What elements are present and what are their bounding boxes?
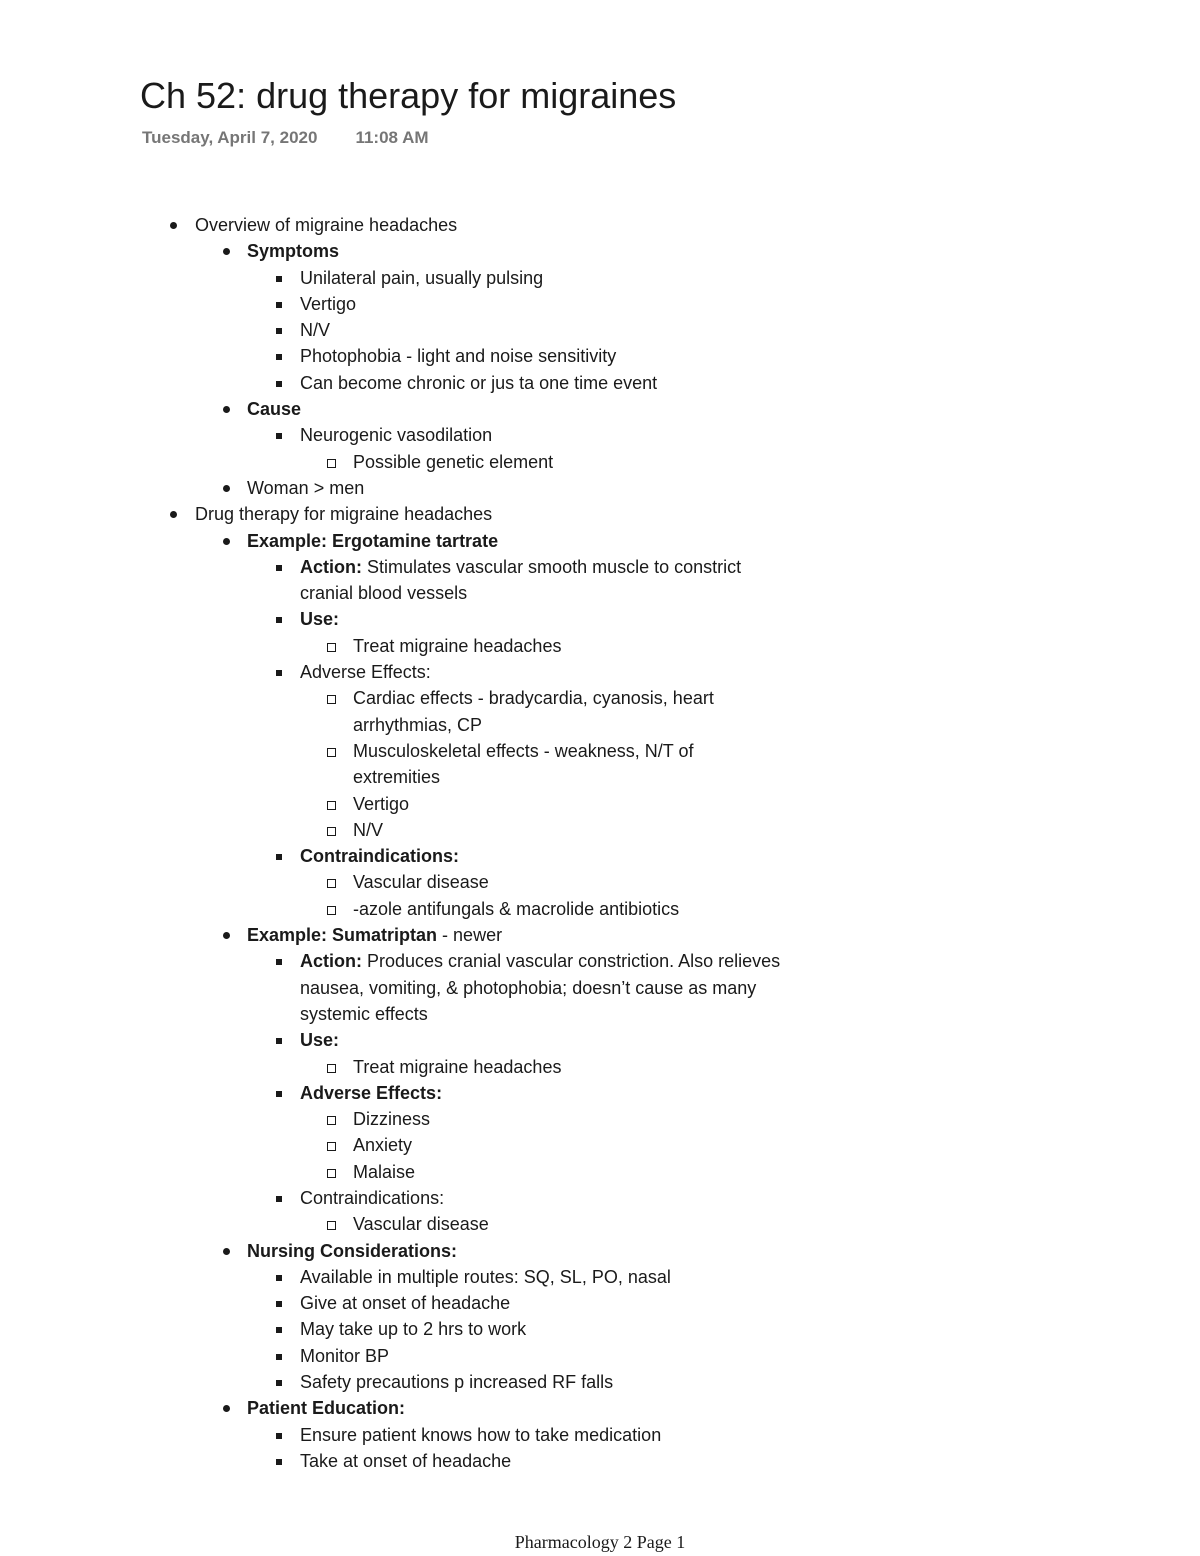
outline-item: [0, 948, 1200, 974]
bullet-square-icon: [274, 370, 286, 396]
outline-item: [0, 1054, 1200, 1080]
outline-item-text: [353, 1159, 415, 1185]
bullet-square-icon: [274, 1422, 286, 1448]
outline-item: [0, 265, 1200, 291]
bullet-box-icon: [326, 869, 338, 895]
outline-item-bold-text: Adverse Effects:: [300, 1082, 443, 1103]
outline-item-text: [353, 869, 489, 895]
outline-item-plain-text: Ensure patient knows how to take medication: [300, 1424, 662, 1445]
outline-item: [0, 291, 1200, 317]
bullet-box-icon: [326, 1159, 338, 1185]
outline-item-bold-text: Use:: [300, 609, 340, 630]
outline-item: [0, 554, 1200, 580]
outline-item-plain-text: extremities: [353, 767, 441, 788]
outline-item-bold-text: Action:: [300, 556, 362, 577]
outline-item: [0, 606, 1200, 632]
outline-item-bold-text: Action:: [300, 951, 362, 972]
outline-item-text: [300, 1316, 526, 1342]
outline-item: [0, 869, 1200, 895]
outline-item-text: [300, 1448, 511, 1474]
outline-item: [0, 1106, 1200, 1132]
outline-item: [0, 1027, 1200, 1053]
outline-item: [0, 1185, 1200, 1211]
bullet-dot-icon: [221, 475, 233, 501]
outline-item-text: [300, 975, 756, 1001]
outline-item-plain-text: systemic effects: [300, 1003, 428, 1024]
outline-item-plain-text: Possible genetic element: [353, 451, 554, 472]
outline-item-text: [353, 1211, 489, 1237]
bullet-square-icon: [274, 317, 286, 343]
page-title: Ch 52: drug therapy for migraines: [140, 75, 677, 116]
outline-item-plain-text: Produces cranial vascular constriction. Also relieves: [362, 951, 781, 972]
bullet-square-icon: [274, 343, 286, 369]
outline-item: [0, 422, 1200, 448]
outline-item-text: [300, 1185, 444, 1211]
outline-item-text: [300, 948, 780, 974]
outline-item: [0, 343, 1200, 369]
bullet-square-icon: [274, 291, 286, 317]
page-footer: Pharmacology 2 Page 1: [514, 1532, 686, 1552]
outline-item-plain-text: Stimulates vascular smooth muscle to constrict: [362, 556, 742, 577]
outline-item: [0, 1132, 1200, 1158]
outline-item: [0, 396, 1200, 422]
outline-item: [0, 659, 1200, 685]
note-timestamp: [142, 126, 429, 150]
outline-item-text: [247, 475, 364, 501]
outline-item-text: [300, 422, 492, 448]
bullet-dot-icon: [221, 396, 233, 422]
outline-item-text: [353, 633, 561, 659]
outline-item: [0, 528, 1200, 554]
outline-item-plain-text: Drug therapy for migraine headaches: [195, 504, 493, 525]
outline-item-text: [300, 1080, 442, 1106]
outline-item: [0, 1211, 1200, 1237]
note-date: Tuesday, April 7, 2020: [142, 128, 318, 147]
outline-item-text: [353, 1054, 561, 1080]
outline-item-text: [353, 1132, 412, 1158]
outline-item-text: [247, 1395, 405, 1421]
outline-item-text: [300, 1422, 661, 1448]
outline-item-text: [300, 659, 431, 685]
outline-item-text: [353, 817, 383, 843]
outline-item-plain-text: Overview of migraine headaches: [195, 215, 458, 235]
outline-item: [0, 1238, 1200, 1264]
outline-item: [0, 843, 1200, 869]
outline-item-plain-text: Safety precautions p increased RF falls: [300, 1372, 614, 1393]
bullet-square-icon: [274, 659, 286, 685]
bullet-square-icon: [274, 606, 286, 632]
outline-item-text: [195, 212, 457, 238]
outline-item-text: [300, 1343, 389, 1369]
bullet-square-icon: [274, 843, 286, 869]
outline-item-text: [300, 554, 741, 580]
outline-item-text: [353, 791, 409, 817]
outline-item-plain-text: Treat migraine headaches: [353, 1056, 562, 1077]
outline-item: [0, 1448, 1200, 1474]
bullet-box-icon: [326, 817, 338, 843]
outline-item: [0, 1264, 1200, 1290]
outline-item: [0, 738, 1200, 764]
outline-item-text: [353, 712, 482, 738]
outline-item-text: [247, 922, 502, 948]
outline-item-plain-text: Photophobia - light and noise sensitivity: [300, 346, 617, 367]
outline-item: [0, 685, 1200, 711]
bullet-square-icon: [274, 1080, 286, 1106]
bullet-dot-icon: [221, 1238, 233, 1264]
outline-item-plain-text: Vertigo: [353, 793, 410, 814]
bullet-box-icon: [326, 1054, 338, 1080]
outline-item-text: [353, 764, 440, 790]
bullet-box-icon: [326, 685, 338, 711]
outline-item-text: [247, 1238, 457, 1264]
bullet-square-icon: [274, 554, 286, 580]
outline-item: [0, 764, 1200, 790]
bullet-dot-icon: [221, 1395, 233, 1421]
outline-item: [0, 712, 1200, 738]
bullet-dot-icon: [221, 922, 233, 948]
outline-item-text: [300, 317, 330, 343]
outline-item-text: [300, 1027, 339, 1053]
bullet-square-icon: [274, 1185, 286, 1211]
outline-item-plain-text: Dizziness: [353, 1109, 431, 1130]
outline-item-text: [300, 1264, 671, 1290]
outline-item: [0, 475, 1200, 501]
outline-item-plain-text: Take at onset of headache: [300, 1450, 512, 1471]
outline-item-plain-text: N/V: [353, 819, 384, 840]
outline-item-plain-text: Vascular disease: [353, 872, 489, 893]
bullet-box-icon: [326, 633, 338, 659]
outline-item-bold-text: Patient Education:: [247, 1398, 406, 1419]
bullet-box-icon: [326, 1211, 338, 1237]
outline-item-plain-text: Neurogenic vasodilation: [300, 425, 493, 446]
bullet-square-icon: [274, 1027, 286, 1053]
outline-item-plain-text: Malaise: [353, 1161, 416, 1182]
bullet-dot-icon: [168, 212, 180, 238]
outline-item-plain-text: nausea, vomiting, & photophobia; doesn’t cause as many: [300, 977, 757, 998]
outline-item-bold-text: Cause: [247, 399, 302, 420]
outline-item-text: [195, 501, 492, 527]
outline-item-text: [300, 291, 356, 317]
outline-item: [0, 1316, 1200, 1342]
outline-item-text: [300, 1001, 428, 1027]
outline-item-text: [353, 1106, 430, 1132]
outline-item: [0, 1395, 1200, 1421]
outline-item-text: [300, 580, 467, 606]
bullet-square-icon: [274, 1316, 286, 1342]
outline-item-text: [300, 606, 339, 632]
outline-item-text: [353, 896, 679, 922]
bullet-square-icon: [274, 422, 286, 448]
bullet-dot-icon: [168, 501, 180, 527]
outline-item-plain-text: Unilateral pain, usually pulsing: [300, 267, 544, 288]
bullet-square-icon: [274, 1290, 286, 1316]
outline-item-bold-text: Use:: [300, 1030, 340, 1051]
outline-item-bold-text: Example: Sumatriptan: [247, 925, 438, 946]
outline-item: [0, 1080, 1200, 1106]
outline-item-plain-text: Vertigo: [300, 293, 357, 314]
outline-item-plain-text: Anxiety: [353, 1135, 413, 1156]
outline-item: [0, 501, 1200, 527]
outline-item: [0, 212, 1200, 238]
outline-item: [0, 449, 1200, 475]
outline-item-plain-text: Cardiac effects - bradycardia, cyanosis, heart: [353, 688, 714, 709]
outline-item: [0, 317, 1200, 343]
outline-item-plain-text: Available in multiple routes: SQ, SL, PO, nasal: [300, 1266, 671, 1287]
outline-item-plain-text: -azole antifungals & macrolide antibiotics: [353, 898, 680, 919]
bullet-box-icon: [326, 449, 338, 475]
bullet-dot-icon: [221, 238, 233, 264]
outline-item: [0, 633, 1200, 659]
outline-item: [0, 975, 1200, 1001]
outline-item: [0, 238, 1200, 264]
bullet-square-icon: [274, 948, 286, 974]
bullet-box-icon: [326, 738, 338, 764]
bullet-square-icon: [274, 1448, 286, 1474]
outline-item: [0, 1159, 1200, 1185]
outline-item: [0, 1290, 1200, 1316]
outline-item-plain-text: Monitor BP: [300, 1345, 390, 1366]
outline-item-bold-text: Nursing Considerations:: [247, 1240, 458, 1261]
outline-item: [0, 1343, 1200, 1369]
bullet-square-icon: [274, 265, 286, 291]
outline-item-text: [353, 685, 714, 711]
outline-item-text: [353, 738, 693, 764]
outline-item-text: [247, 238, 339, 264]
outline-item-bold-text: Symptoms: [247, 241, 340, 262]
outline-item-plain-text: Musculoskeletal effects - weakness, N/T of: [353, 740, 694, 761]
outline-item: [0, 1001, 1200, 1027]
bullet-box-icon: [326, 1106, 338, 1132]
note-time: 11:08 AM: [355, 128, 429, 147]
outline-item-plain-text: Can become chronic or jus ta one time event: [300, 372, 658, 393]
outline-item: [0, 896, 1200, 922]
outline-item-text: [300, 265, 543, 291]
outline-item-bold-text: Example: Ergotamine tartrate: [247, 530, 499, 551]
outline-item-bold-text: Contraindications:: [300, 846, 460, 867]
outline-item: [0, 1422, 1200, 1448]
outline-item-plain-text: Treat migraine headaches: [353, 635, 562, 656]
outline-list: [0, 212, 1200, 1474]
outline-item: [0, 791, 1200, 817]
outline-item-text: [247, 528, 498, 554]
outline-item-plain-text: Vascular disease: [353, 1214, 489, 1235]
outline-item: [0, 922, 1200, 948]
outline-item: [0, 580, 1200, 606]
outline-item-plain-text: Adverse Effects:: [300, 662, 431, 683]
bullet-box-icon: [326, 1132, 338, 1158]
bullet-square-icon: [274, 1264, 286, 1290]
outline-item-plain-text: cranial blood vessels: [300, 583, 468, 604]
outline-item-text: [353, 449, 553, 475]
outline-item-text: [300, 843, 459, 869]
outline-item-plain-text: arrhythmias, CP: [353, 714, 483, 735]
bullet-box-icon: [326, 896, 338, 922]
outline-item-plain-text: Contraindications:: [300, 1187, 445, 1208]
outline-item: [0, 817, 1200, 843]
outline-item: [0, 370, 1200, 396]
outline-item-plain-text: Woman > men: [247, 477, 365, 498]
outline-item-plain-text: N/V: [300, 320, 331, 341]
outline-item: [0, 1369, 1200, 1395]
outline-item-text: [300, 343, 616, 369]
bullet-square-icon: [274, 1343, 286, 1369]
outline-item-text: [300, 370, 657, 396]
outline-item-plain-text: May take up to 2 hrs to work: [300, 1319, 527, 1340]
outline-item-plain-text: - newer: [437, 925, 503, 946]
bullet-dot-icon: [221, 528, 233, 554]
bullet-square-icon: [274, 1369, 286, 1395]
bullet-box-icon: [326, 791, 338, 817]
outline-item-text: [247, 396, 301, 422]
outline-item-text: [300, 1290, 510, 1316]
outline-item-text: [300, 1369, 613, 1395]
outline-item-plain-text: Give at onset of headache: [300, 1293, 511, 1314]
